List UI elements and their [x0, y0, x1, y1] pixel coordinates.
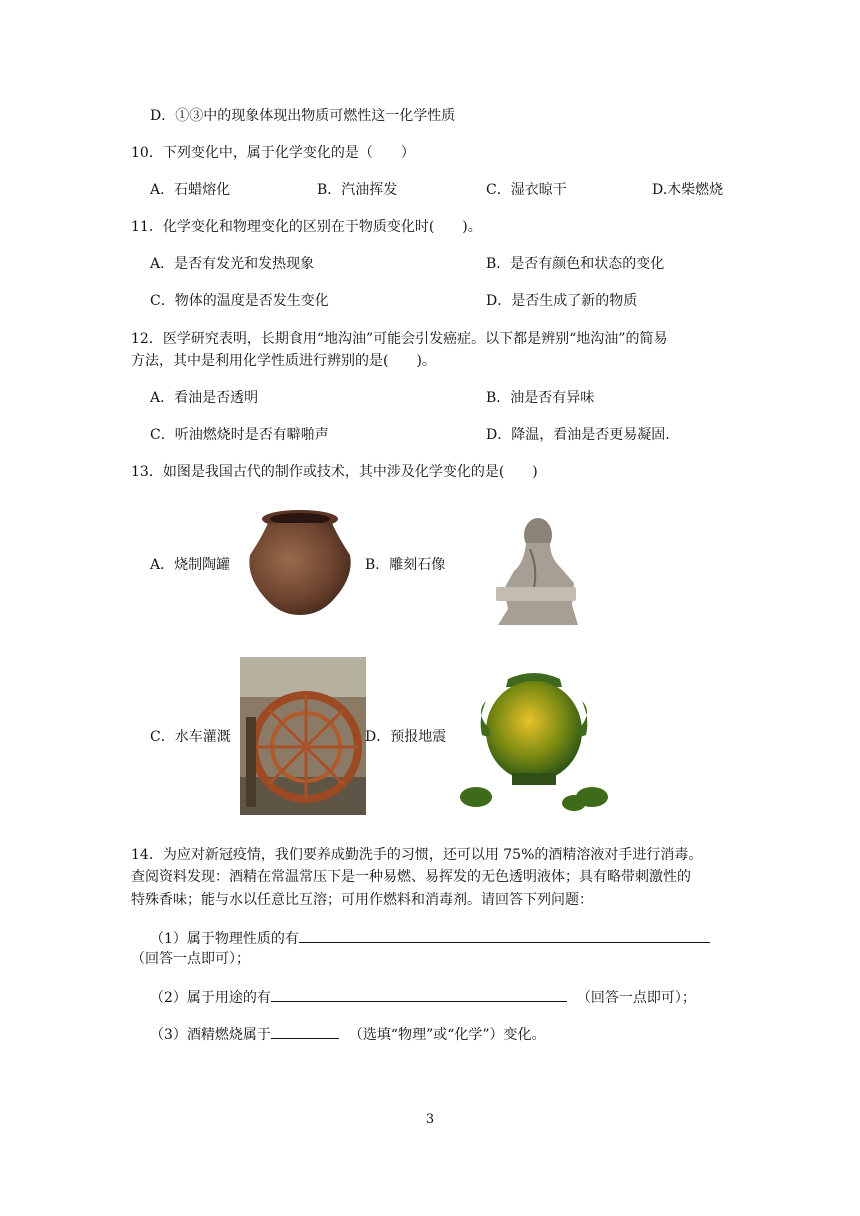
q14-stem-line2: 查阅资料发现：酒精在常温常压下是一种易燃、易挥发的无色透明液体；具有略带刺激性的: [131, 869, 691, 885]
pottery-jar-image: [240, 507, 360, 619]
q14-part2-answer-blank[interactable]: [271, 987, 567, 1002]
q13-option-b: B．雕刻石像: [365, 557, 446, 573]
q11-option-a: A．是否有发光和发热现象: [150, 256, 315, 272]
q11-option-d: D．是否生成了新的物质: [486, 293, 638, 309]
q14-stem-line3: 特殊香味；能与水以任意比互溶；可用作燃料和消毒剂。请回答下列问题：: [131, 892, 593, 908]
stone-statue-image: [490, 513, 582, 627]
q14-part1-answer-blank[interactable]: [299, 928, 710, 943]
q14-stem-line1: 14．为应对新冠疫情，我们要养成勤洗手的习惯，还可以用 75%的酒精溶液对手进行消毒。: [131, 847, 703, 863]
q11-stem: 11．化学变化和物理变化的区别在于物质变化时( )。: [131, 219, 482, 235]
q10-option-a: A．石蜡熔化: [150, 182, 231, 198]
q11-option-c: C．物体的温度是否发生变化: [150, 293, 329, 309]
q14-part2-label: （2）属于用途的有: [150, 990, 271, 1006]
q12-option-b: B．油是否有异味: [486, 390, 595, 406]
q14-part1-label: （1）属于物理性质的有: [150, 931, 299, 947]
q9-option-d: D．①③中的现象体现出物质可燃性这一化学性质: [150, 108, 456, 124]
q14-part1-note: （回答一点即可）；: [131, 951, 250, 967]
q10-stem: 10．下列变化中，属于化学变化的是（ ）: [131, 145, 415, 161]
q12-stem-line1: 12．医学研究表明，长期食用“地沟油”可能会引发癌症。以下都是辨别“地沟油”的简易: [131, 331, 668, 347]
q12-option-a: A．看油是否透明: [150, 390, 259, 406]
q14-part2: [150, 987, 696, 1007]
q14-part3-label: （3）酒精燃烧属于: [150, 1027, 271, 1043]
q14-part1: [150, 928, 710, 948]
q10-option-d: D.木柴燃烧: [652, 182, 724, 198]
q14-part3-note: （选填“物理”或“化学”）变化。: [348, 1027, 546, 1043]
q12-option-c: C．听油燃烧时是否有噼啪声: [150, 427, 329, 443]
q14-part2-note: （回答一点即可）；: [576, 990, 696, 1006]
q11-option-b: B．是否有颜色和状态的变化: [486, 256, 665, 272]
q12-stem-line2: 方法，其中是利用化学性质进行辨别的是( )。: [131, 353, 436, 369]
q14-part3: [150, 1024, 546, 1044]
q14-part3-answer-blank[interactable]: [271, 1024, 339, 1039]
q12-option-d: D．降温，看油是否更易凝固.: [486, 427, 670, 443]
q10-option-c: C．湿衣晾干: [486, 182, 567, 198]
q10-option-b: B．汽油挥发: [317, 182, 398, 198]
q13-stem: 13．如图是我国古代的制作或技术，其中涉及化学变化的是( ): [131, 464, 538, 480]
q13-option-a: A．烧制陶罐: [150, 557, 231, 573]
seismograph-image: [456, 661, 612, 815]
q13-option-d: D．预报地震: [365, 729, 447, 745]
page-number: 3: [425, 1112, 435, 1127]
waterwheel-image: [240, 657, 366, 815]
q13-option-c: C．水车灌溉: [150, 729, 231, 745]
